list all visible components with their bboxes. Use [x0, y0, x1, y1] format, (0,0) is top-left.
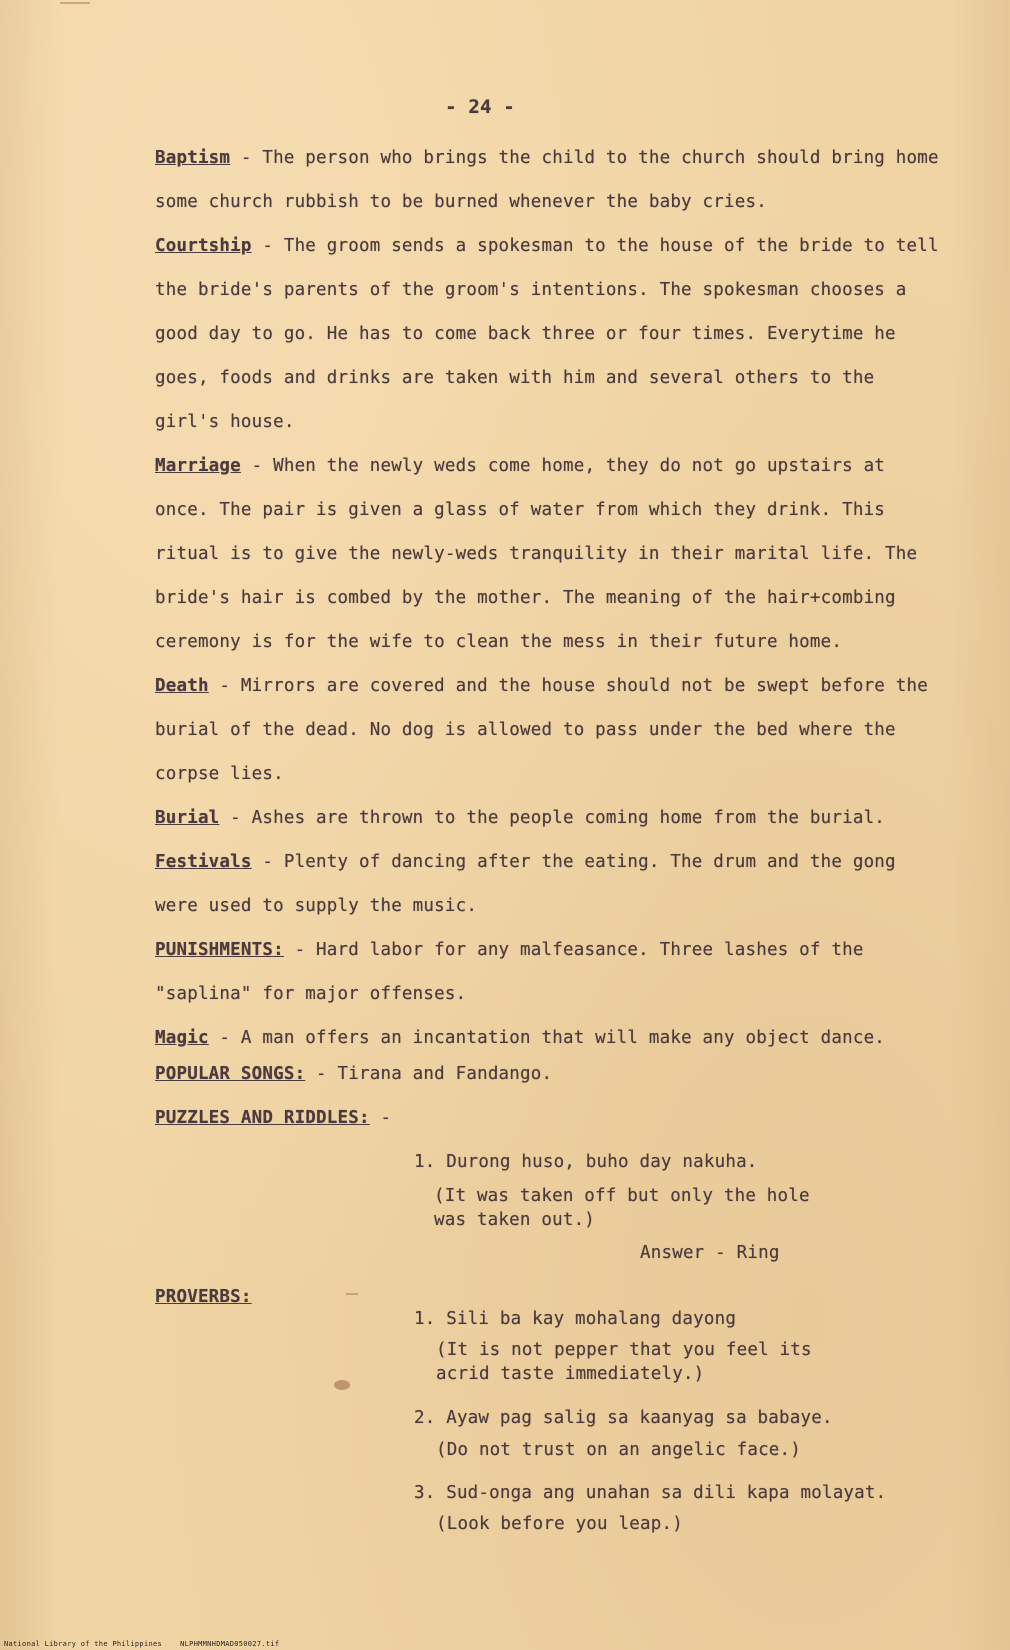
label-baptism: Baptism	[155, 148, 231, 168]
text-marriage: - When the newly weds come home, they do not go upstairs at once. The pair is given a glass of water from which they drink. This ritual is to give the newly-weds tranquility in their marital life. The bride's hair is combed by the mother. The meaning of the hair+combing ceremony is for the wife to clean the mess in their future home.	[155, 456, 918, 652]
text-puzzles: -	[369, 1108, 392, 1128]
label-courtship: Courtship	[155, 236, 252, 256]
paragraph-festivals	[155, 840, 945, 928]
footer-library: National Library of the Philippines	[4, 1640, 163, 1648]
label-popular-songs: POPULAR SONGS:	[155, 1064, 306, 1084]
riddle-translation: (It was taken off but only the hole was taken out.)	[434, 1186, 810, 1230]
page-number: - 24 -	[445, 96, 515, 118]
label-death: Death	[155, 676, 209, 696]
text-magic: - A man offers an incantation that will make any object dance.	[208, 1028, 886, 1048]
text-death: - Mirrors are covered and the house should not be swept before the burial of the dead. No dog is allowed to pass under the bed where the corpse lies.	[155, 676, 928, 784]
paragraph-marriage	[155, 444, 945, 664]
text-baptism: - The person who brings the child to the church should bring home some church rubbish to be burned whenever the baby cries.	[155, 148, 939, 212]
text-festivals: - Plenty of dancing after the eating. The drum and the gong were used to supply the music.	[155, 852, 896, 916]
proverb-2-translation: (Do not trust on an angelic face.)	[436, 1440, 802, 1460]
puzzles-heading-line	[155, 1096, 945, 1140]
customs-section	[155, 136, 945, 1060]
proverb-2: 2. Ayaw pag salig sa kaanyag sa babaye.	[414, 1408, 833, 1428]
proverb-1: 1. Sili ba kay mohalang dayong	[414, 1309, 737, 1329]
text-popular-songs: - Tirana and Fandango.	[305, 1064, 553, 1084]
proverbs-heading	[155, 1282, 252, 1312]
riddle-answer: Answer - Ring	[640, 1243, 780, 1263]
paragraph-burial	[155, 796, 945, 840]
paper-mark	[60, 2, 90, 4]
proverb-3: 3. Sud-onga ang unahan sa dili kapa molayat.	[414, 1483, 887, 1503]
label-punishments: PUNISHMENTS:	[155, 940, 284, 960]
paragraph-punishments	[155, 928, 945, 1016]
proverb-1-translation: (It is not pepper that you feel its acrid taste immediately.)	[436, 1340, 812, 1384]
text-courtship: - The groom sends a spokesman to the house of the bride to tell the bride's parents of the groom's intentions. The spokesman chooses a good day to go. He has to come back three or four times. Everytime he goes, foods and drinks are taken with him and several others to the girl's house.	[155, 236, 939, 432]
label-marriage: Marriage	[155, 456, 241, 476]
paragraph-courtship	[155, 224, 945, 444]
footer-file: NLPHMMNHDMAD050027.tif	[180, 1640, 280, 1648]
paragraph-baptism	[155, 136, 945, 224]
stray-mark	[346, 1293, 358, 1295]
label-burial: Burial	[155, 808, 220, 828]
text-burial: - Ashes are thrown to the people coming home from the burial.	[219, 808, 886, 828]
ink-stain	[334, 1380, 350, 1390]
popular-songs-line	[155, 1052, 945, 1096]
riddle-question: 1. Durong huso, buho day nakuha.	[414, 1152, 758, 1172]
label-proverbs: PROVERBS:	[155, 1287, 252, 1307]
label-magic: Magic	[155, 1028, 209, 1048]
label-festivals: Festivals	[155, 852, 252, 872]
proverb-3-translation: (Look before you leap.)	[436, 1514, 683, 1534]
footer	[4, 1640, 279, 1648]
label-puzzles: PUZZLES AND RIDDLES:	[155, 1108, 370, 1128]
paragraph-death	[155, 664, 945, 796]
text-punishments: - Hard labor for any malfeasance. Three lashes of the "saplina" for major offenses.	[155, 940, 864, 1004]
